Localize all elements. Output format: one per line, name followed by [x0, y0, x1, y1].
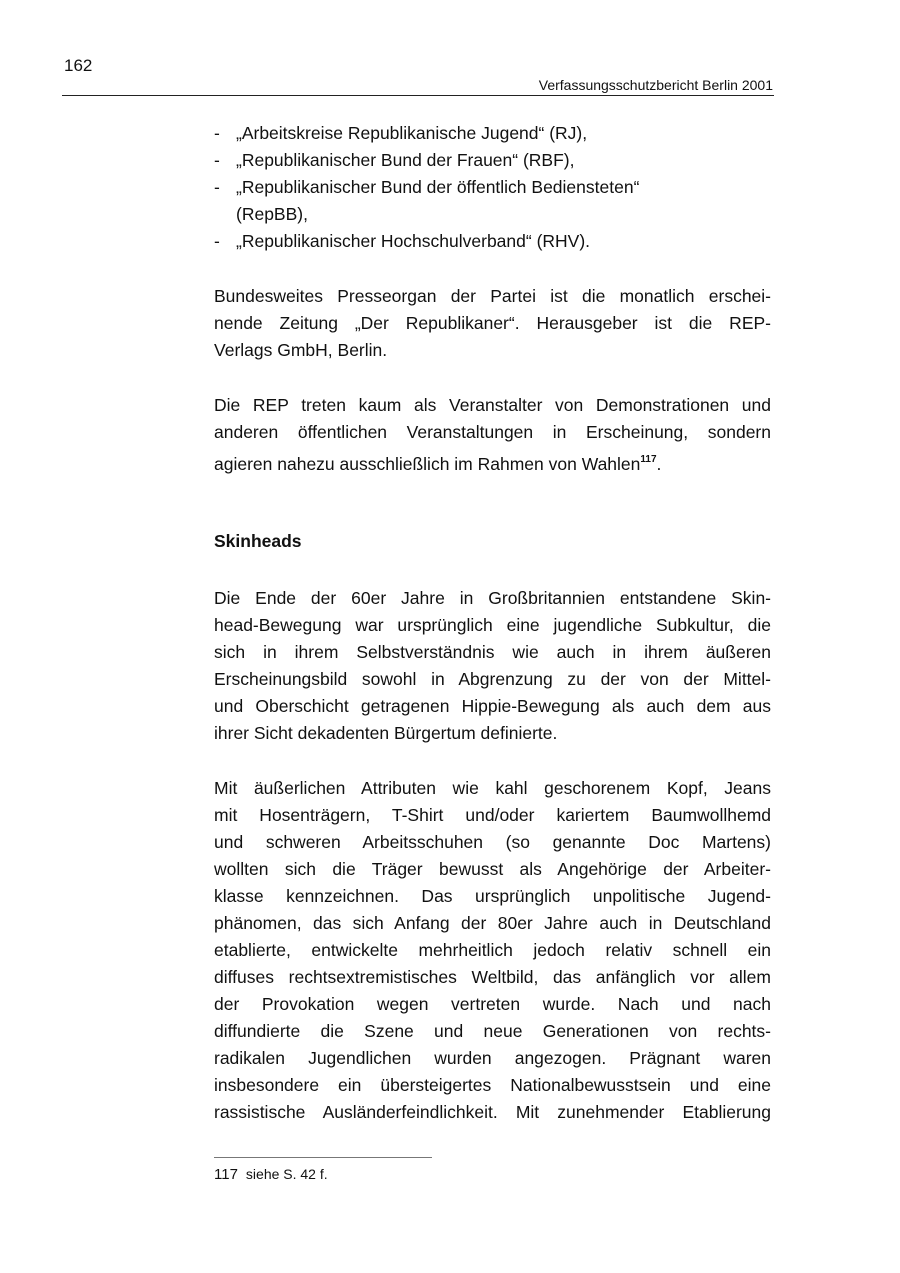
text-line: Die REP treten kaum als Veranstalter von Demonstrationen und: [214, 395, 771, 415]
text-line: ihrer Sicht dekadenten Bürgertum definierte.: [214, 723, 558, 743]
footnote-ref[interactable]: 117: [640, 454, 657, 465]
page-number: 162: [64, 56, 93, 75]
text-line: Verlags GmbH, Berlin.: [214, 340, 388, 360]
list-item: [214, 147, 771, 174]
header-rule: [62, 95, 774, 96]
organization-list: [214, 120, 771, 255]
text-line: insbesondere ein übersteigertes Nationalbewusstsein und eine: [214, 1075, 771, 1095]
paragraph-skinhead-origin: [214, 585, 771, 747]
list-item-text: „Republikanischer Bund der Frauen“ (RBF),: [236, 150, 575, 170]
list-item-text: „Republikanischer Hochschulverband“ (RHV).: [236, 231, 591, 251]
section-heading: Skinheads: [214, 531, 302, 551]
text-line: radikalen Jugendlichen wurden angezogen. Prägnant waren: [214, 1048, 771, 1068]
paragraph-rep-activity: [214, 392, 771, 473]
list-dash: -: [214, 123, 220, 143]
text-line: phänomen, das sich Anfang der 80er Jahre auch in Deutschland: [214, 913, 771, 933]
list-dash: -: [214, 231, 220, 251]
footnote-text: siehe S. 42 f.: [245, 1166, 328, 1182]
list-item: [214, 174, 771, 201]
text-line: Die Ende der 60er Jahre in Großbritannien entstandene Skin-: [214, 588, 771, 608]
text-span: .: [656, 454, 662, 474]
text-line: mit Hosenträgern, T-Shirt und/oder kariertem Baumwollhemd: [214, 805, 771, 825]
list-dash: -: [214, 150, 220, 170]
footnote: [214, 1166, 328, 1183]
list-item: [214, 120, 771, 147]
text-line: Mit äußerlichen Attributen wie kahl geschorenem Kopf, Jeans: [214, 778, 771, 798]
text-line: [214, 446, 771, 473]
paragraph-press: [214, 283, 771, 364]
text-line: Erscheinungsbild sowohl in Abgrenzung zu der von der Mittel-: [214, 669, 771, 689]
text-line: Bundesweites Presseorgan der Partei ist die monatlich erschei-: [214, 286, 771, 306]
text-line: anderen öffentlichen Veranstaltungen in Erscheinung, sondern: [214, 422, 771, 442]
list-item-text: „Republikanischer Bund der öffentlich Bediensteten“: [236, 177, 640, 197]
text-line: und schweren Arbeitsschuhen (so genannte Doc Martens): [214, 832, 771, 852]
paragraph-skinhead-attributes: [214, 775, 771, 1126]
list-item-continuation: [214, 201, 771, 228]
list-item-text: „Arbeitskreise Republikanische Jugend“ (RJ),: [236, 123, 588, 143]
text-line: etablierte, entwickelte mehrheitlich jedoch relativ schnell ein: [214, 940, 771, 960]
list-item-text: (RepBB),: [236, 204, 308, 224]
text-line: diffuses rechtsextremistisches Weltbild, das anfänglich vor allem: [214, 967, 771, 987]
text-line: und Oberschicht getragenen Hippie-Bewegung als auch dem aus: [214, 696, 771, 716]
list-item: [214, 228, 771, 255]
footnote-number: 117: [214, 1166, 238, 1183]
list-dash: -: [214, 177, 220, 197]
text-line: head-Bewegung war ursprünglich eine jugendliche Subkultur, die: [214, 615, 771, 635]
text-line: der Provokation wegen vertreten wurde. Nach und nach: [214, 994, 771, 1014]
text-line: sich in ihrem Selbstverständnis wie auch in ihrem äußeren: [214, 642, 771, 662]
text-line: nende Zeitung „Der Republikaner“. Herausgeber ist die REP-: [214, 313, 771, 333]
text-line: wollten sich die Träger bewusst als Angehörige der Arbeiter-: [214, 859, 771, 879]
text-span: agieren nahezu ausschließlich im Rahmen von Wahlen: [214, 454, 641, 474]
text-line: diffundierte die Szene und neue Generationen von rechts-: [214, 1021, 771, 1041]
running-header: Verfassungsschutzbericht Berlin 2001: [538, 77, 773, 93]
text-line: klasse kennzeichnen. Das ursprünglich unpolitische Jugend-: [214, 886, 771, 906]
footnote-rule: [214, 1157, 432, 1158]
text-line: rassistische Ausländerfeindlichkeit. Mit zunehmender Etablierung: [214, 1102, 771, 1122]
